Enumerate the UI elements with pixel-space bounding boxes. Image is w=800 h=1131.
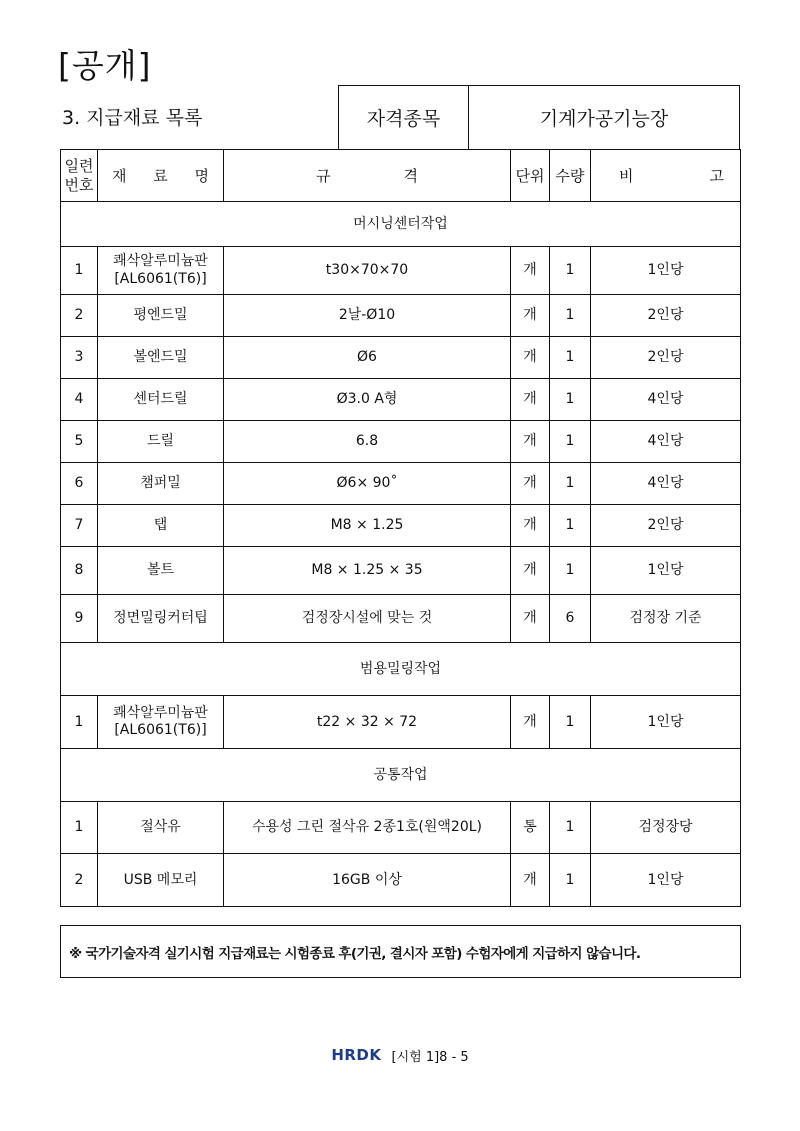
qualification-label: 자격종목: [339, 86, 469, 149]
row-material-name: 볼엔드밀: [98, 337, 224, 379]
row-unit: 개: [511, 547, 550, 595]
row-number: 2: [61, 854, 98, 907]
row-note: 검정장당: [591, 802, 741, 854]
table-row: [61, 547, 741, 595]
row-note: 4인당: [591, 421, 741, 463]
row-qty: 6: [550, 595, 591, 643]
row-spec: t22 × 32 × 72: [224, 696, 511, 749]
row-unit: 개: [511, 696, 550, 749]
col-header-name-part: 재: [112, 166, 127, 185]
col-header-name: [98, 150, 224, 202]
table-row: [61, 505, 741, 547]
row-spec: 6.8: [224, 421, 511, 463]
row-number: 1: [61, 802, 98, 854]
table-row: [61, 295, 741, 337]
row-material-name: USB 메모리: [98, 854, 224, 907]
row-material-name: 볼트: [98, 547, 224, 595]
row-qty: 1: [550, 421, 591, 463]
row-spec: 2날-Ø10: [224, 295, 511, 337]
distribution-notice: ※ 국가기술자격 실기시험 지급재료는 시험종료 후(기권, 결시자 포함) 수험자에게 지급하지 않습니다.: [60, 925, 741, 978]
row-qty: 1: [550, 696, 591, 749]
row-spec: Ø3.0 A형: [224, 379, 511, 421]
qualification-box: [338, 85, 740, 149]
row-unit: 개: [511, 247, 550, 295]
row-note: 4인당: [591, 379, 741, 421]
row-number: 1: [61, 247, 98, 295]
public-stamp: [공개]: [58, 46, 152, 85]
row-spec: 검정장시설에 맞는 것: [224, 595, 511, 643]
row-qty: 1: [550, 463, 591, 505]
row-qty: 1: [550, 854, 591, 907]
table-row: [61, 595, 741, 643]
row-unit: 개: [511, 421, 550, 463]
section-title-general-milling: 범용밀링작업: [61, 643, 741, 696]
row-material-name: 센터드릴: [98, 379, 224, 421]
row-material-name: [98, 696, 224, 749]
row-spec: Ø6× 90˚: [224, 463, 511, 505]
row-unit: 개: [511, 595, 550, 643]
row-note: 검정장 기준: [591, 595, 741, 643]
row-unit: 개: [511, 463, 550, 505]
row-material-name: [98, 247, 224, 295]
table-row: [61, 802, 741, 854]
page-footer: [0, 1045, 800, 1065]
row-qty: 1: [550, 547, 591, 595]
row-material-name: 드릴: [98, 421, 224, 463]
col-header-unit: 단위: [511, 150, 550, 202]
col-header-qty: 수량: [550, 150, 591, 202]
row-qty: 1: [550, 379, 591, 421]
page-number: [시험 1]8 - 5: [391, 1049, 469, 1065]
table-row: [61, 379, 741, 421]
row-spec: M8 × 1.25 × 35: [224, 547, 511, 595]
row-unit: 개: [511, 379, 550, 421]
row-number: 7: [61, 505, 98, 547]
row-number: 8: [61, 547, 98, 595]
table-row: [61, 696, 741, 749]
row-unit: 개: [511, 505, 550, 547]
row-number: 5: [61, 421, 98, 463]
section-row: [61, 749, 741, 802]
row-number: 6: [61, 463, 98, 505]
row-unit: 개: [511, 854, 550, 907]
row-qty: 1: [550, 295, 591, 337]
section-title: 3. 지급재료 목록: [62, 107, 203, 129]
row-note: 4인당: [591, 463, 741, 505]
materials-table: [60, 149, 741, 907]
row-number: 4: [61, 379, 98, 421]
row-material-name-line1: 쾌삭알루미늄판: [113, 704, 208, 721]
col-header-name-part: 명: [194, 166, 209, 185]
row-spec: Ø6: [224, 337, 511, 379]
row-material-name: 정면밀링커터팁: [98, 595, 224, 643]
col-header-note-part: 고: [709, 166, 724, 185]
row-unit: 통: [511, 802, 550, 854]
hrdk-logo: HRDK: [331, 1046, 382, 1064]
table-row: [61, 463, 741, 505]
row-material-name-line1: 쾌삭알루미늄판: [113, 253, 208, 269]
row-material-name: 탭: [98, 505, 224, 547]
row-number: 2: [61, 295, 98, 337]
table-header-row: [61, 150, 741, 202]
row-number: 9: [61, 595, 98, 643]
row-note: 2인당: [591, 337, 741, 379]
row-note: 1인당: [591, 696, 741, 749]
col-header-name-part: 료: [153, 166, 168, 185]
col-header-note-part: 비: [619, 166, 634, 185]
section-row: [61, 643, 741, 696]
document-header: [60, 85, 740, 149]
col-header-number: [61, 150, 98, 202]
col-header-spec: [224, 150, 511, 202]
row-unit: 개: [511, 337, 550, 379]
row-spec: 16GB 이상: [224, 854, 511, 907]
row-note: 1인당: [591, 854, 741, 907]
row-note: 1인당: [591, 247, 741, 295]
col-header-spec-part: 규: [316, 166, 331, 185]
table-row: [61, 337, 741, 379]
col-header-number-line1: 일련: [64, 156, 94, 175]
row-qty: 1: [550, 247, 591, 295]
col-header-number-line2: 번호: [64, 175, 94, 194]
row-qty: 1: [550, 802, 591, 854]
row-material-name: 절삭유: [98, 802, 224, 854]
row-number: 3: [61, 337, 98, 379]
row-unit: 개: [511, 295, 550, 337]
row-spec: M8 × 1.25: [224, 505, 511, 547]
table-row: [61, 854, 741, 907]
section-title-common: 공통작업: [61, 749, 741, 802]
row-qty: 1: [550, 337, 591, 379]
section-row: [61, 202, 741, 247]
col-header-note: [591, 150, 741, 202]
section-title-machining: 머시닝센터작업: [61, 202, 741, 247]
qualification-value: 기계가공기능장: [539, 108, 669, 130]
row-note: 1인당: [591, 547, 741, 595]
row-note: 2인당: [591, 295, 741, 337]
row-material-name: 챔퍼밀: [98, 463, 224, 505]
row-material-name: 평엔드밀: [98, 295, 224, 337]
row-spec: 수용성 그린 절삭유 2종1호(원액20L): [224, 802, 511, 854]
col-header-spec-part: 격: [403, 166, 418, 185]
row-spec: t30×70×70: [224, 247, 511, 295]
table-row: [61, 421, 741, 463]
row-qty: 1: [550, 505, 591, 547]
row-material-name-line2: [AL6061(T6)]: [114, 722, 207, 738]
row-material-name-line2: [AL6061(T6)]: [114, 270, 207, 287]
table-row: [61, 247, 741, 295]
row-note: 2인당: [591, 505, 741, 547]
row-number: 1: [61, 696, 98, 749]
